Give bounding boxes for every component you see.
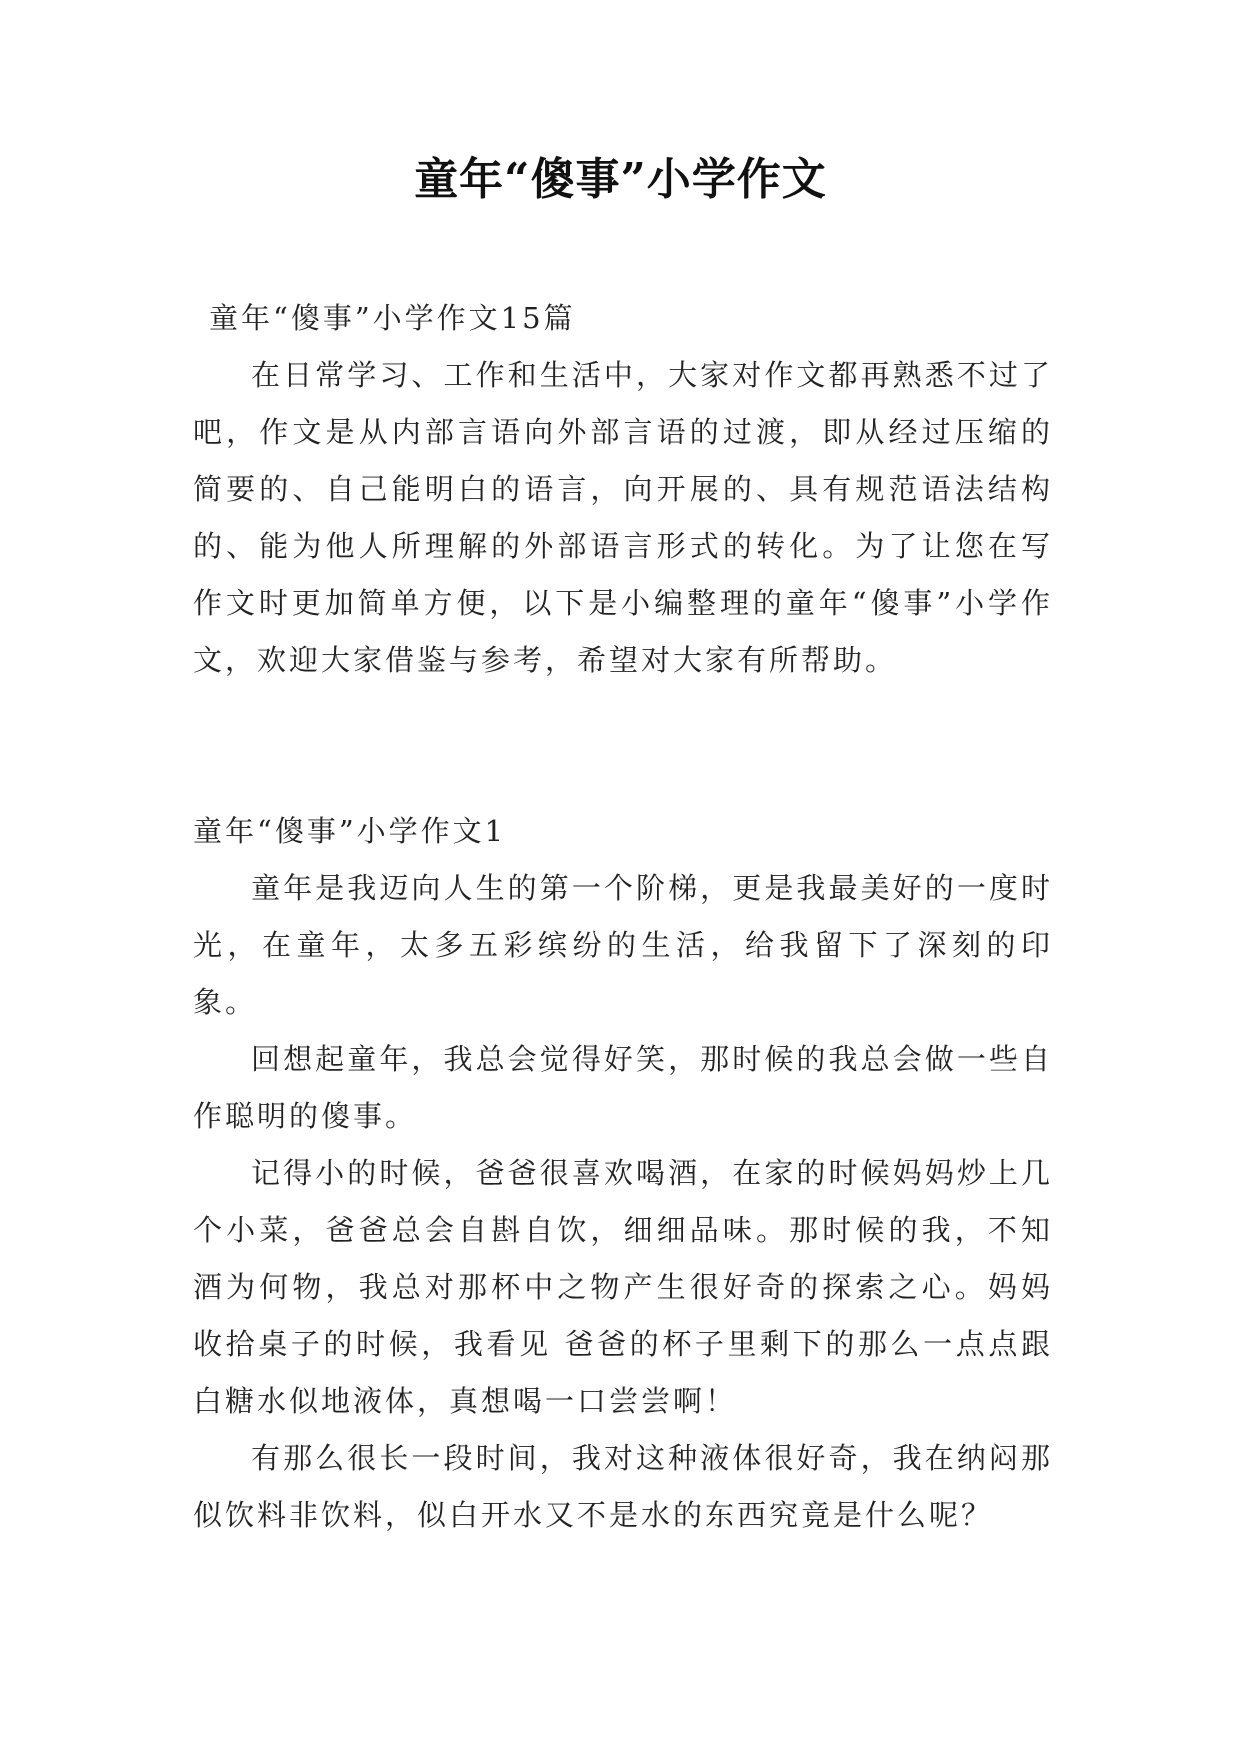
body-paragraph-1: 童年是我迈向人生的第一个阶梯，更是我最美好的一度时光，在童年，太多五彩缤纷的生活，给我留下了深刻的印象。 (193, 871, 1053, 1019)
body-paragraph-2: 回想起童年，我总会觉得好笑，那时候的我总会做一些自作聪明的傻事。 (193, 1042, 1053, 1133)
intro-paragraph: 在日常学习、工作和生活中，大家对作文都再熟悉不过了吧，作文是从内部言语向外部言语的过渡，即从经过压缩的简要的、自己能明白的语言，向开展的、具有规范语法结构的、能为他人所理解的外部语言形式的转化。为了让您在写作文时更加简单方便，以下是小编整理的童年“傻事”小学作文，欢迎大家借鉴与参考，希望对大家有所帮助。 (193, 358, 1053, 677)
document-subtitle: 童年“傻事”小学作文15篇 (209, 301, 576, 335)
body-paragraph-3: 记得小的时候，爸爸很喜欢喝酒，在家的时候妈妈炒上几个小菜，爸爸总会自斟自饮，细细品味。那时候的我，不知酒为何物，我总对那杯中之物产生很好奇的探索之心。妈妈收拾桌子的时候，我看见 爸爸的杯子里剩下的那么一点点跟白糖水似地液体，真想喝一口尝尝啊！ (193, 1156, 1053, 1418)
section-heading: 童年“傻事”小学作文1 (193, 814, 507, 848)
body-paragraph-4: 有那么很长一段时间，我对这种液体很好奇，我在纳闷那似饮料非饮料，似白开水又不是水的东西究竟是什么呢？ (193, 1441, 1053, 1532)
document-body (193, 290, 1053, 1544)
document-title: 童年“傻事”小学作文 (414, 154, 827, 205)
